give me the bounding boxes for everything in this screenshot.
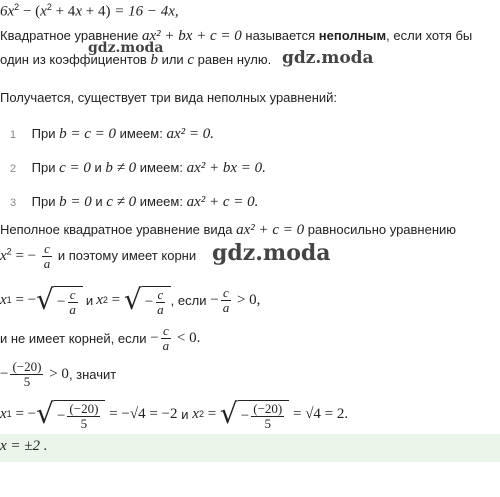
definition-text-a: Квадратное уравнение (0, 28, 139, 43)
no-roots-line: и не имеет корней, если − $\frac{c}{a}$ < 0. (0, 323, 201, 353)
if-text: , если (170, 292, 207, 308)
list-pre: При (31, 160, 56, 175)
definition-line-1 (0, 28, 472, 45)
watermark-2: gdz.moda (282, 48, 374, 68)
definition-line-2: один из коэффициентов b или c равен нулю. (0, 52, 272, 68)
equivalence-equation: ax² + c = 0 (236, 222, 305, 238)
watermark-1: gdz.moda (88, 40, 164, 56)
list-equation: ax² + c = 0. (186, 194, 259, 210)
list-number: 1 (10, 129, 17, 141)
definition-equation: ax² + bx + c = 0 (141, 28, 242, 44)
definition-bold: неполным (318, 28, 387, 43)
equivalence-text-b: равносильно уравнению (307, 222, 457, 237)
and-text-1: и (85, 292, 94, 308)
roots-text: и поэтому имеет корни (57, 247, 197, 263)
no-roots-text: и не имеет корней, если (0, 331, 147, 346)
list-condition: b = 0 (59, 194, 92, 210)
equivalence-line (0, 222, 456, 239)
list-item-3 (10, 194, 258, 211)
list-condition-2: b ≠ 0 (105, 160, 137, 176)
roots-formula-line: x 1 = − √ − $\frac{c}{a}$ и x 2 = √ − $\frac{c}{a}$ , если − $\frac{c}{a}$ > 0, (0, 283, 261, 317)
definition-text-c: , если хотя бы (386, 28, 473, 43)
solution-line: x 1 = − √ − $\frac{(-20)}{5}$ = −√4 = −2 и x 2 = √ − $\frac{(-20)}{5}$ = √4 = 2. (0, 397, 349, 431)
list-mid: имеем: (139, 160, 183, 175)
list-pre: При (31, 126, 56, 141)
list-mid: имеем: (119, 126, 163, 141)
list-item-2 (10, 160, 266, 177)
list-condition: b = c = 0 (59, 126, 116, 142)
definition-text-e: или (161, 52, 184, 67)
list-equation: ax² + bx = 0. (186, 160, 266, 176)
list-item-1 (10, 126, 214, 143)
list-and: и (94, 160, 102, 175)
list-equation: ax² = 0. (166, 126, 214, 142)
equation-line-1: $6x^2 - (x^2 + 4x + 4) = 16 - 4x$, (0, 2, 179, 20)
answer-bar (0, 434, 500, 462)
and-text-2: и (181, 406, 189, 422)
check-line: − $\frac{(-20)}{5}$ > 0 , значит (0, 359, 117, 389)
list-condition: c = 0 (59, 160, 91, 176)
list-number: 3 (10, 197, 17, 209)
definition-text-f: равен нулю. (197, 52, 272, 67)
definition-text-b: называется (245, 28, 316, 43)
list-and: и (95, 194, 103, 209)
watermark-3: gdz.moda (212, 240, 331, 266)
answer: x = ±2 . (0, 438, 48, 454)
list-pre: При (31, 194, 56, 209)
list-condition-2: c ≠ 0 (106, 194, 137, 210)
therefore-text: , значит (68, 367, 117, 382)
list-mid: имеем: (139, 194, 183, 209)
equation-1-tail: = 16 − 4x, (114, 3, 179, 20)
list-number: 2 (10, 163, 17, 175)
definition-text-d: один из коэффициентов (0, 52, 147, 67)
kinds-intro: Получается, существует три вида неполных уравнений: (0, 90, 338, 105)
roots-intro-line: $x^2$ = − $\frac{c}{a}$ и поэтому имеет корни (0, 241, 197, 271)
equivalence-text-a: Неполное квадратное уравнение вида (0, 222, 233, 237)
